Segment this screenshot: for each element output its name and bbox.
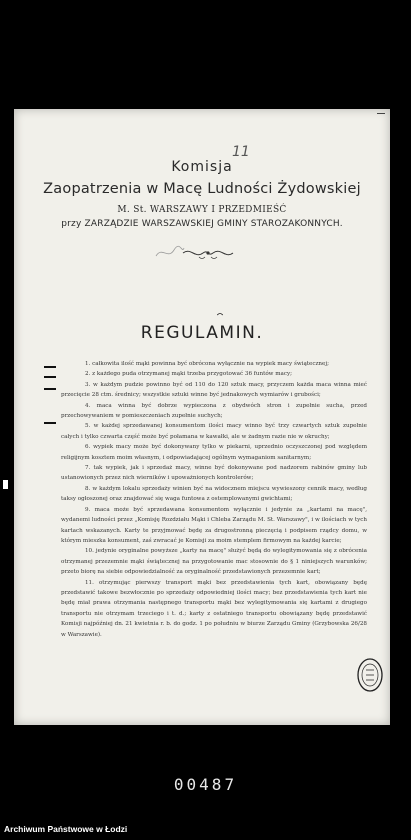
regulation-paragraph: 3. w każdym pudzie powinno być od 110 do 120 sztuk macy, przyczem każda maca winna mieć przecięcie 28 ctm. średnicy; wszystkie sztuki winne być jednakowych wymiarów i grubości; [61, 381, 367, 399]
archive-stamp-icon [357, 658, 383, 692]
pencil-page-number: 11 [232, 144, 250, 160]
regulation-paragraph: 8. w każdym lokalu sprzedaży winien być na widocznem miejscu wywieszony cennik macy, według taksy ogłoszonej oraz znajdować się waga funtowa z ostemplowanymi gwichtami; [61, 485, 367, 503]
regulation-paragraph: 5. w każdej sprzedawanej konsumentom ilości macy winno być trzy czwartych sztuk zupełnie całych i tylko czwarta część może być połamana w kawałki, ale w żadnym razie nie w okruchy; [61, 423, 367, 440]
regulation-title: REGULAMIN. [140, 323, 264, 343]
regulation-paragraph: 6. wypiek macy może być dokonywany tylko w piekarni, uprzednio oczyszczonej pod względem religijnym kosztem moim własnym, i odpowiadającej ogólnym wymaganiom sanitarnym; [61, 444, 367, 461]
header-community: przy ZARZĄDZIE WARSZAWSKIEJ GMINY STAROZAKONNYCH. [61, 219, 343, 229]
regulation-paragraph: 9. maca może być sprzedawana konsumentom wyłącznie i jedynie za „kartami na macę", wydanemi ludności przez „Komisję Rozdziału Mąki i Chleba Zarządu M. St. Warszawy", i w ilościach w tych kartach wskazanych. Karty te przyjmować będę za drugostronną pieczęcią i podpisem rządcy domu, w którym mieszka konsument, zaś zwracać je Komisji za moim stemplem firmowym na każdej karcie; [61, 506, 367, 544]
margin-dash [44, 376, 56, 378]
document-page [14, 109, 390, 725]
film-serial-number: 00487 [173, 775, 238, 794]
film-edge-mark [3, 480, 8, 489]
regulation-body [61, 359, 367, 640]
header-city: M. St. WARSZAWY I PRZEDMIEŚĆ [117, 205, 287, 215]
regulation-paragraph: 1. całkowita ilość mąki powinna być obrócona wyłącznie na wypiek macy świątecznej; [85, 361, 329, 367]
margin-dash [44, 366, 56, 368]
header-komisja: Komisja [171, 159, 233, 175]
regulation-paragraph: 10. jedynie oryginalne powyższe „karty na macę" służyć będą do wylegitymowania się z obrócenia otrzymanej przezemnie mąki świątecznej na przygotowanie mac stosownie do § 1 niniejszych warunków; przeto biorę na siebie odpowiedzialność za oryginalność przedstawionych przezemnie kart; [61, 548, 367, 576]
decorative-ornament-icon [181, 245, 235, 261]
regulation-paragraph: 11. otrzymując pierwszy transport mąki bez przedstawienia tych kart, obowiązany będę przedstawić takowe bezwłocznie po sprzedaży odpowiedniej ilości macy; bez przedstawienia tych kart nie będę miał prawa otrzymania następnego transportu mąki bez wylegitymowania się kartami z drugiego transportu nie otrzymam trzeciego i t. d.; karty z ostatniego transportu obowiązany będę przedstawić Komisji najpóźniej dn. 21 kwietnia r. b. do godz. 1 po południu w biurze Zarządu Gminy (Grzybowska 26/28 w Warszawie). [61, 579, 367, 638]
regulation-paragraph: 2. z każdego puda otrzymanej mąki trzeba przygotować 36 funtów macy; [85, 371, 293, 378]
regulation-paragraph: 4. maca winna być dobrze wypieczona z obydwóch stron i zupełnie sucha, przed przechowywaniem w pomieszczeniach zupełnie suchych; [61, 402, 367, 420]
margin-dash [44, 388, 56, 390]
archive-label: Archiwum Państwowe w Łodzi [4, 824, 128, 834]
margin-mark [377, 113, 385, 114]
regulation-paragraph: 7. tak wypiek, jak i sprzedaż macy, winne być dokonywane pod nadzorem rabinów gminy lub ustanowionych przez nich wierników i upoważnionych kontrolerów; [61, 465, 367, 482]
margin-dash [44, 422, 56, 424]
small-mark [217, 313, 223, 316]
header-committee-name: Zaopatrzenia w Macę Ludności Żydowskiej [43, 181, 361, 197]
